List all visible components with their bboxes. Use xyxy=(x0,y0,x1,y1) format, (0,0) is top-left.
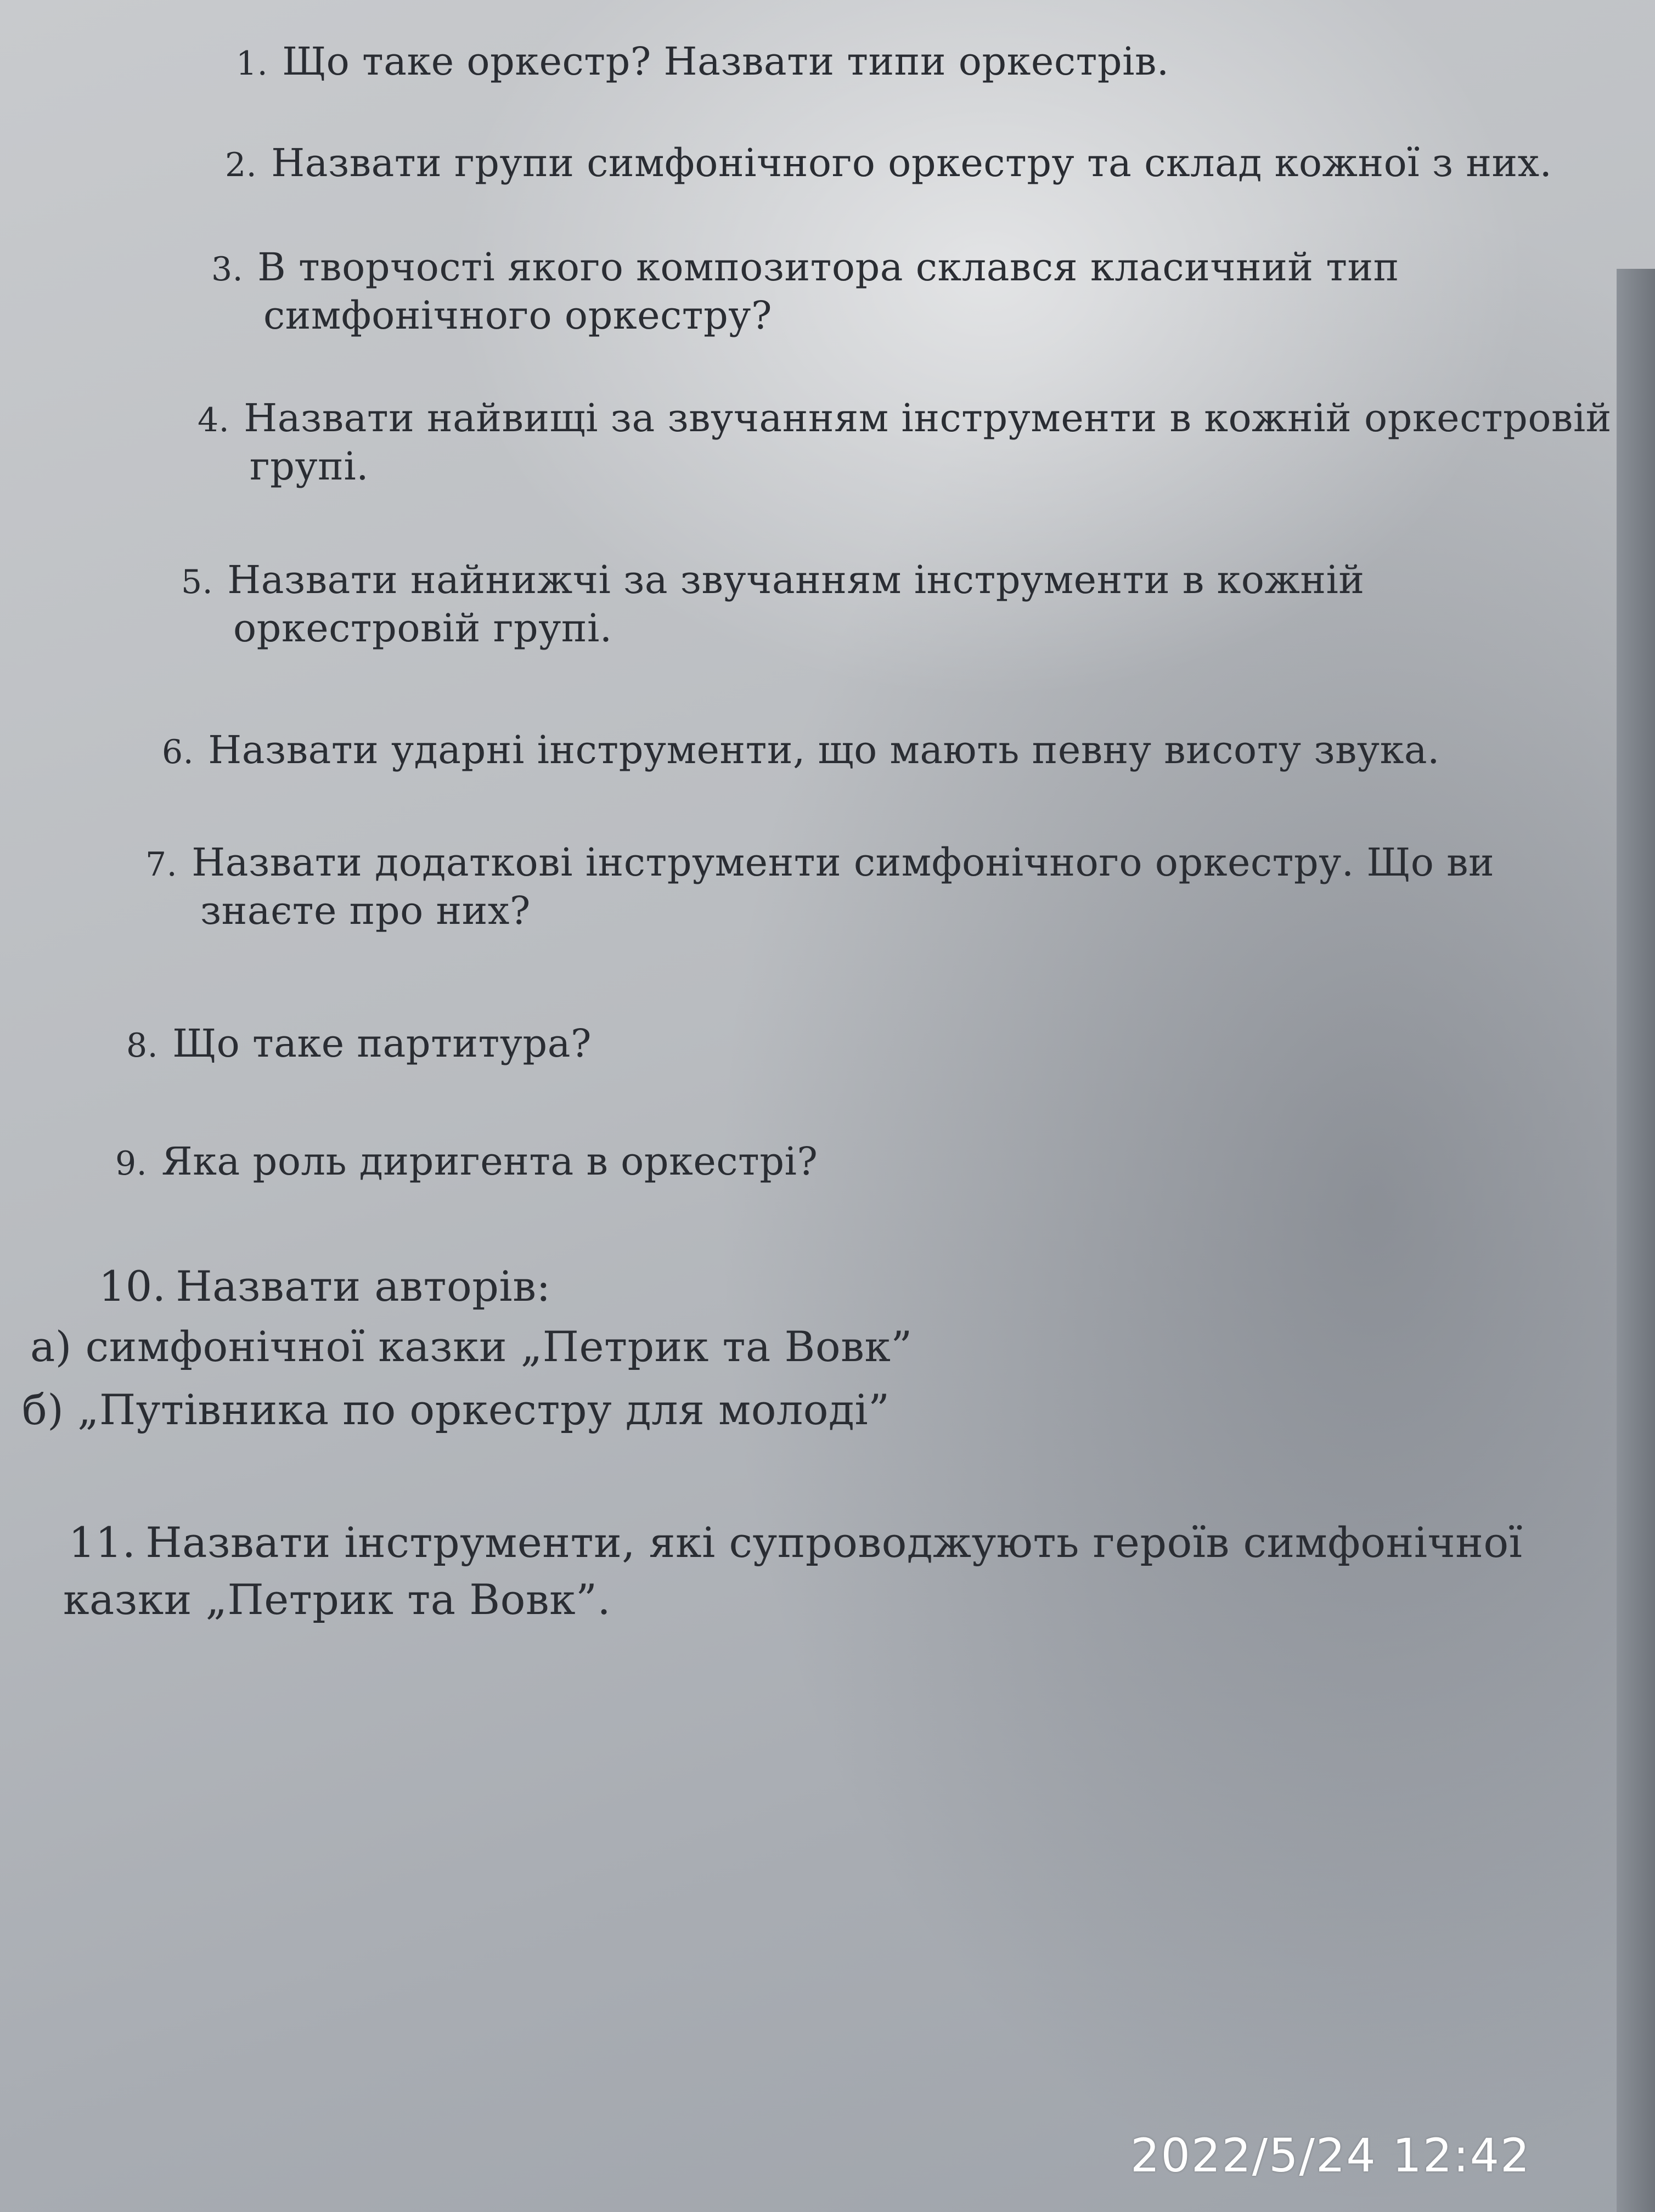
question-6 xyxy=(162,727,1440,775)
question-10-option-b xyxy=(22,1383,890,1437)
question-number: 9. xyxy=(115,1144,148,1183)
question-text-continued: групі. xyxy=(250,444,369,489)
option-b-text: б) „Путівника по оркестру для молоді” xyxy=(22,1385,890,1434)
question-number: 10. xyxy=(99,1262,166,1311)
photo-timestamp: 2022/5/24 12:42 xyxy=(1130,2129,1531,2182)
question-1 xyxy=(236,38,1169,87)
question-text: Назвати авторів: xyxy=(176,1262,551,1311)
question-text: Назвати інструменти, які супроводжують героїв симфонічної xyxy=(145,1518,1523,1567)
question-number: 7. xyxy=(145,845,178,884)
question-text: В творчості якого композитора склався класичний тип xyxy=(257,245,1399,290)
question-text: Назвати найвищі за звучанням інструменти в кожній оркестровій xyxy=(244,396,1612,441)
question-number: 1. xyxy=(236,44,268,83)
question-text-continued: знаєте про них? xyxy=(200,888,531,933)
question-number: 4. xyxy=(198,401,230,439)
question-text: Яка роль диригента в оркестрі? xyxy=(161,1139,818,1184)
question-text: Назвати ударні інструменти, що мають певну висоту звука. xyxy=(208,727,1440,772)
option-a-text: а) симфонічної казки „Петрик та Вовк” xyxy=(30,1322,913,1371)
question-text: Що таке оркестр? Назвати типи оркестрів. xyxy=(282,39,1169,84)
question-text: Назвати додаткові інструменти симфонічного оркестру. Що ви xyxy=(192,840,1495,885)
question-number: 6. xyxy=(162,733,194,771)
question-8 xyxy=(126,1020,592,1069)
question-text: Назвати найнижчі за звучанням інструменти в кожній xyxy=(227,557,1365,602)
question-number: 2. xyxy=(225,146,257,184)
question-text-continued: казки „Петрик та Вовк”. xyxy=(63,1575,611,1624)
question-4 xyxy=(198,395,1612,489)
question-number: 3. xyxy=(211,250,244,289)
question-5 xyxy=(181,557,1365,651)
question-9 xyxy=(115,1138,818,1187)
question-number: 5. xyxy=(181,563,213,601)
question-number: 11. xyxy=(69,1518,136,1567)
question-10 xyxy=(99,1259,551,1314)
question-text-continued: оркестровій групі. xyxy=(233,606,612,651)
question-10-option-a xyxy=(30,1319,913,1374)
question-3 xyxy=(211,244,1399,338)
question-text-continued: симфонічного оркестру? xyxy=(263,293,773,338)
question-number: 8. xyxy=(126,1026,159,1065)
question-text: Що таке партитура? xyxy=(172,1021,592,1066)
question-7 xyxy=(145,839,1494,934)
question-2 xyxy=(225,140,1552,188)
question-11 xyxy=(63,1514,1523,1628)
question-text: Назвати групи симфонічного оркестру та склад кожної з них. xyxy=(271,140,1552,185)
page-edge-shadow xyxy=(1617,269,1655,2212)
